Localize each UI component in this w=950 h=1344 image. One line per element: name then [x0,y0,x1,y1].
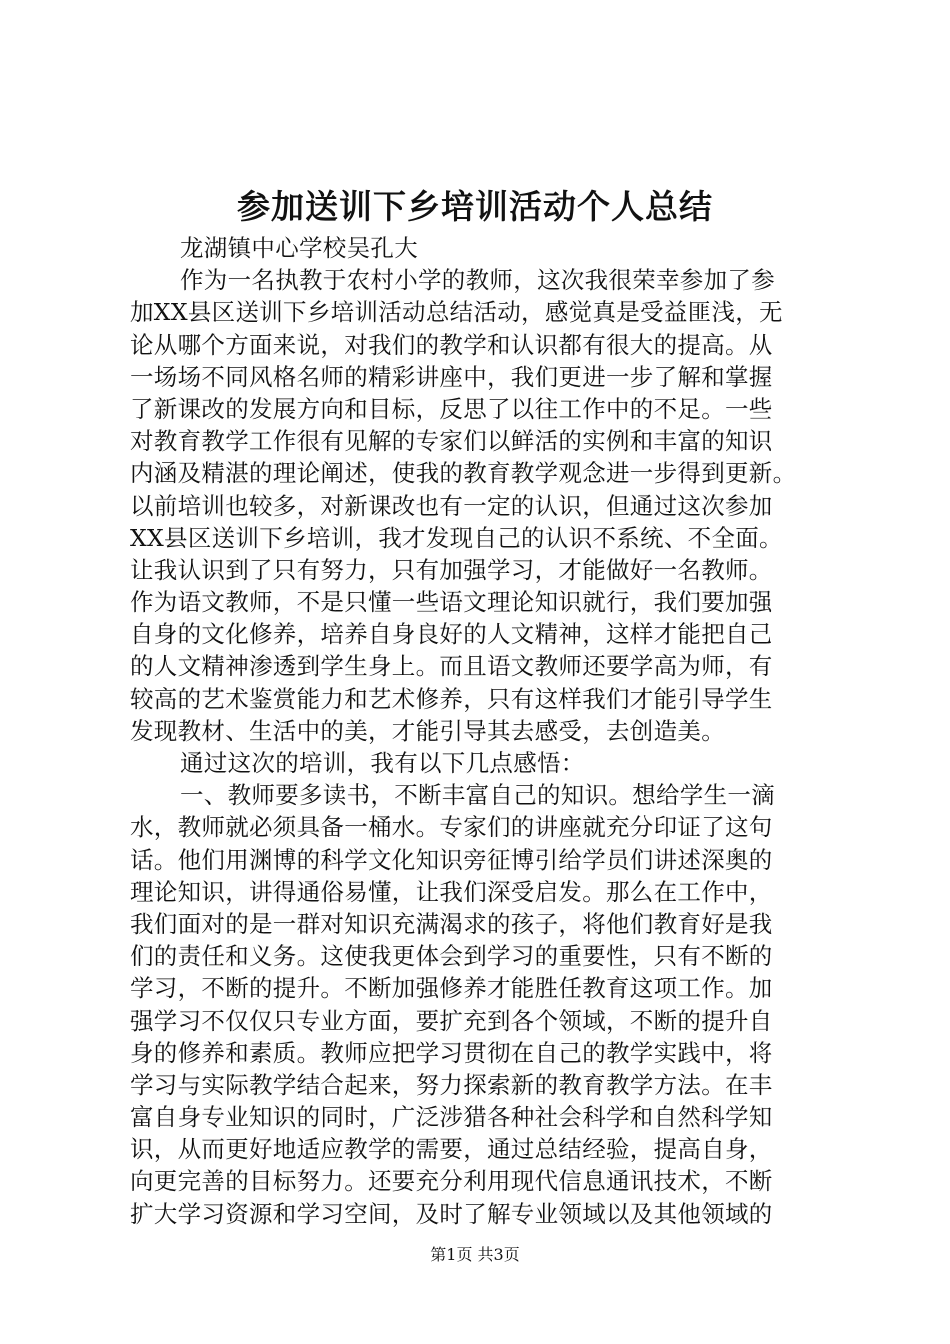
text-line: 向更完善的目标努力。还要充分利用现代信息通讯技术，不断 [130,1167,773,1196]
page-footer: 第1页 共3页 [430,1245,520,1264]
text-line: 自身的文化修养，培养自身良好的人文精神，这样才能把自己 [130,620,773,649]
text-line: 论从哪个方面来说，对我们的教学和认识都有很大的提高。从 [130,330,773,359]
text-line: 让我认识到了只有努力，只有加强学习，才能做好一名教师。 [130,555,773,584]
text-line: 的人文精神渗透到学生身上。而且语文教师还要学高为师，有 [130,652,773,681]
text-line: 水，教师就必须具备一桶水。专家们的讲座就充分印证了这句 [130,813,773,842]
document-body [130,232,840,1230]
text-line: 学习，不断的提升。不断加强修养才能胜任教育这项工作。加 [130,974,773,1003]
text-line: 了新课改的发展方向和目标，反思了以往工作中的不足。一些 [130,394,773,423]
text-line: 加XX县区送训下乡培训活动总结活动，感觉真是受益匪浅，无 [130,298,783,327]
text-line: 以前培训也较多，对新课改也有一定的认识，但通过这次参加 [130,491,773,520]
text-line: 们的责任和义务。这使我更体会到学习的重要性，只有不断的 [130,942,773,971]
text-line: 作为一名执教于农村小学的教师，这次我很荣幸参加了参 [180,266,775,295]
text-line: 通过这次的培训，我有以下几点感悟： [180,749,585,777]
text-line: 强学习不仅仅只专业方面，要扩充到各个领域，不断的提升自 [130,1006,773,1035]
text-line: 身的修养和素质。教师应把学习贯彻在自己的教学实践中，将 [130,1038,773,1067]
text-line: 我们面对的是一群对知识充满渴求的孩子，将他们教育好是我 [130,909,773,938]
text-line: 理论知识，讲得通俗易懂，让我们深受启发。那么在工作中， [130,877,773,906]
text-line: 一、教师要多读书，不断丰富自己的知识。想给学生一滴 [180,781,775,810]
text-line: 较高的艺术鉴赏能力和艺术修养，只有这样我们才能引导学生 [130,684,773,713]
text-line: 一场场不同风格名师的精彩讲座中，我们更进一步了解和掌握 [130,362,773,391]
text-line: 作为语文教师，不是只懂一些语文理论知识就行，我们要加强 [130,588,773,617]
text-line: 发现教材、生活中的美，才能引导其去感受，去创造美。 [130,716,725,745]
text-line: 学习与实际教学结合起来，努力探索新的教育教学方法。在丰 [130,1070,773,1099]
document-title: 参加送训下乡培训活动个人总结 [237,187,713,226]
text-line: XX县区送训下乡培训，我才发现自己的认识不系统、不全面。 [130,523,783,552]
text-line: 话。他们用渊博的科学文化知识旁征博引给学员们讲述深奥的 [130,845,773,874]
text-line: 扩大学习资源和学习空间，及时了解专业领域以及其他领域的 [130,1199,773,1228]
text-line: 内涵及精湛的理论阐述，使我的教育教学观念进一步得到更新。 [130,459,797,488]
text-line: 富自身专业知识的同时，广泛涉猎各种社会科学和自然科学知 [130,1103,773,1132]
text-line: 龙湖镇中心学校吴孔大 [180,234,418,262]
text-line: 对教育教学工作很有见解的专家们以鲜活的实例和丰富的知识 [130,427,773,456]
text-line: 识，从而更好地适应教学的需要，通过总结经验，提高自身， [130,1135,773,1164]
